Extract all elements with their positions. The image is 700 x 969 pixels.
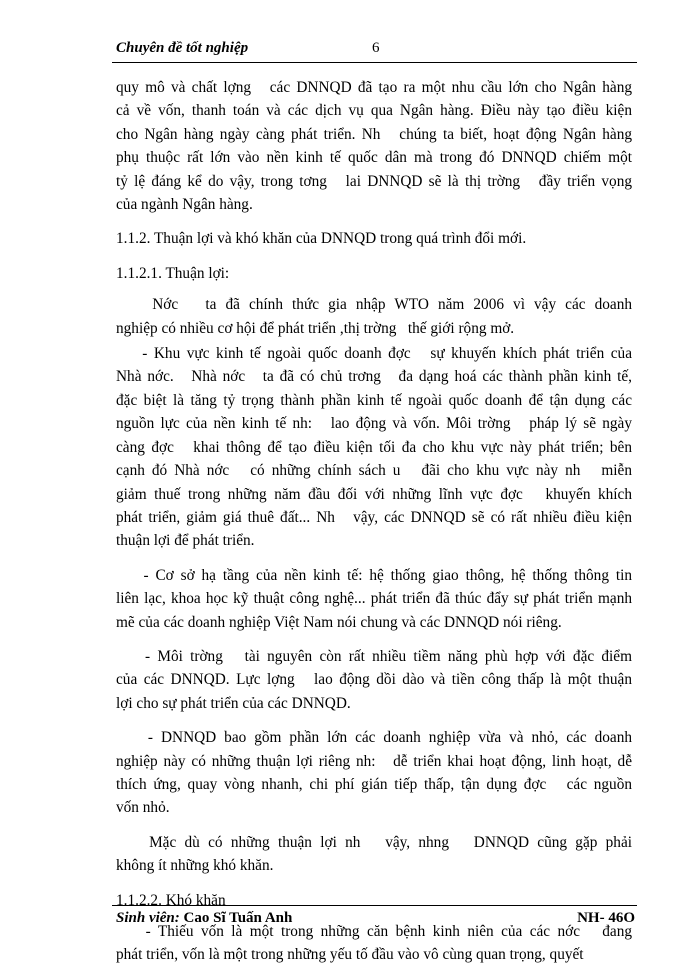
text-line: Nhà nớc. Nhà nớc ta đã có chủ trơng đa dạng hoá các thành phần kinh tế, — [116, 368, 632, 386]
text-line: thuận lợi để phát triển. — [116, 532, 255, 550]
text-line: - DNNQD bao gồm phần lớn các doanh nghiệp vừa và nhỏ, các doanh — [116, 729, 632, 747]
paragraph — [116, 342, 632, 553]
text-line: vốn nhỏ. — [116, 799, 170, 817]
paragraph — [116, 831, 632, 878]
text-line: nguồn lực của nền kinh tế nh: lao động và vốn. Môi trờng pháp lý sẽ ngày — [116, 415, 632, 433]
text-line: - Khu vực kinh tế ngoài quốc doanh đợc sự khuyến khích phát triển của — [116, 345, 632, 363]
text-line: - Môi trờng tài nguyên còn rất nhiều tiềm năng phù hợp với đặc điểm — [116, 647, 632, 665]
text-line: quy mô và chất lợng các DNNQD đã tạo ra một nhu cầu lớn cho Ngân hàng — [116, 79, 632, 96]
text-line: thích ứng, quay vòng nhanh, chi phí gián tiếp thấp, tận dụng đợc các nguồn — [116, 775, 632, 793]
text-line: đặc biệt là tăng tỷ trọng thành phần kinh tế ngoài quốc doanh để tận dụng các — [116, 391, 632, 409]
text-line: - Thiếu vốn là một trong những căn bệnh kinh niên của các nớc đang — [116, 923, 632, 940]
text-line: phát triển, giảm giá thuê đất... Nh vậy, các DNNQD sẽ có rất nhiều điều kiện — [116, 508, 632, 526]
paragraph — [116, 645, 632, 715]
text-line: giảm thuế trong những năm đầu đối với những lĩnh vực đợc khuyến khích — [116, 485, 632, 503]
text-line: cho Ngân hàng ngày càng phát triển. Nh chúng ta biết, hoạt động Ngân hàng — [116, 125, 632, 143]
text-line: của ngành Ngân hàng. — [116, 196, 253, 214]
student-label: Sinh viên: — [116, 910, 180, 926]
text-line: tỷ lệ đáng kể do vậy, trong tơng lai DNNQD sẽ là thị trờng đầy triển vọng — [116, 172, 632, 190]
page-number: 6 — [372, 40, 380, 56]
text-line: Nớc ta đã chính thức gia nhập WTO năm 2006 vì vậy các doanh — [116, 296, 632, 314]
student-info — [116, 910, 292, 927]
document-body — [116, 76, 632, 969]
class-code: NH- 46O — [577, 910, 635, 926]
paragraph — [116, 293, 632, 340]
text-line: nghiệp này có những thuận lợi riêng nh: dễ triển khai hoạt động, linh hoạt, dễ — [116, 752, 632, 770]
text-line: cạnh đó Nhà nớc có những chính sách u đãi cho khu vực này nh miễn — [116, 462, 632, 480]
text-line: cả về vốn, thanh toán và các dịch vụ qua Ngân hàng. Điều này tạo điều kiện — [116, 102, 632, 120]
text-line: 1.1.2. Thuận lợi và khó khăn của DNNQD trong quá trình đổi mới. — [116, 230, 527, 248]
text-line: liên lạc, khoa học kỹ thuật công nghệ... phát triển đã thúc đẩy sự phát triển mạnh — [116, 590, 632, 608]
paragraph — [116, 889, 632, 912]
student-name: Cao Sĩ Tuấn Anh — [179, 910, 293, 926]
paragraph — [116, 262, 632, 285]
text-line: càng đợc khai thông để tạo điều kiện tối đa cho khu vực này phát triển; bên — [116, 438, 632, 456]
text-line: phát triển, vốn là một trong những yếu tố đầu vào vô cùng quan trọng, quyết — [116, 946, 584, 964]
text-line: của các DNNQD. Lực lợng lao động dồi dào và tiền công thấp là một thuận — [116, 671, 632, 689]
text-line: phụ thuộc rất lớn vào nền kinh tế quốc dân mà trong đó DNNQD chiếm một — [116, 149, 632, 167]
paragraph — [116, 564, 632, 634]
page-footer — [112, 905, 637, 926]
text-line: lợi cho sự phát triển của các DNNQD. — [116, 694, 351, 712]
text-line: Mặc dù có những thuận lợi nh vậy, nhng DNNQD cũng gặp phải — [116, 833, 632, 851]
text-line: không ít những khó khăn. — [116, 857, 274, 875]
text-line: 1.1.2.2. Khó khăn — [116, 891, 226, 909]
text-line: - Cơ sở hạ tầng của nền kinh tế: hệ thống giao thông, hệ thống thông tin — [116, 566, 632, 584]
page-header — [112, 40, 637, 63]
text-line: nghiệp có nhiều cơ hội để phát triển ,thị trờng thế giới rộng mở. — [116, 319, 515, 337]
document-title: Chuyên đề tốt nghiệp — [116, 40, 249, 56]
text-line: 1.1.2.1. Thuận lợi: — [116, 264, 230, 282]
text-line: mẽ của các doanh nghiệp Việt Nam nói chung và các DNNQD nói riêng. — [116, 613, 562, 631]
paragraph — [116, 726, 632, 820]
paragraph — [116, 76, 632, 216]
paragraph — [116, 227, 632, 250]
